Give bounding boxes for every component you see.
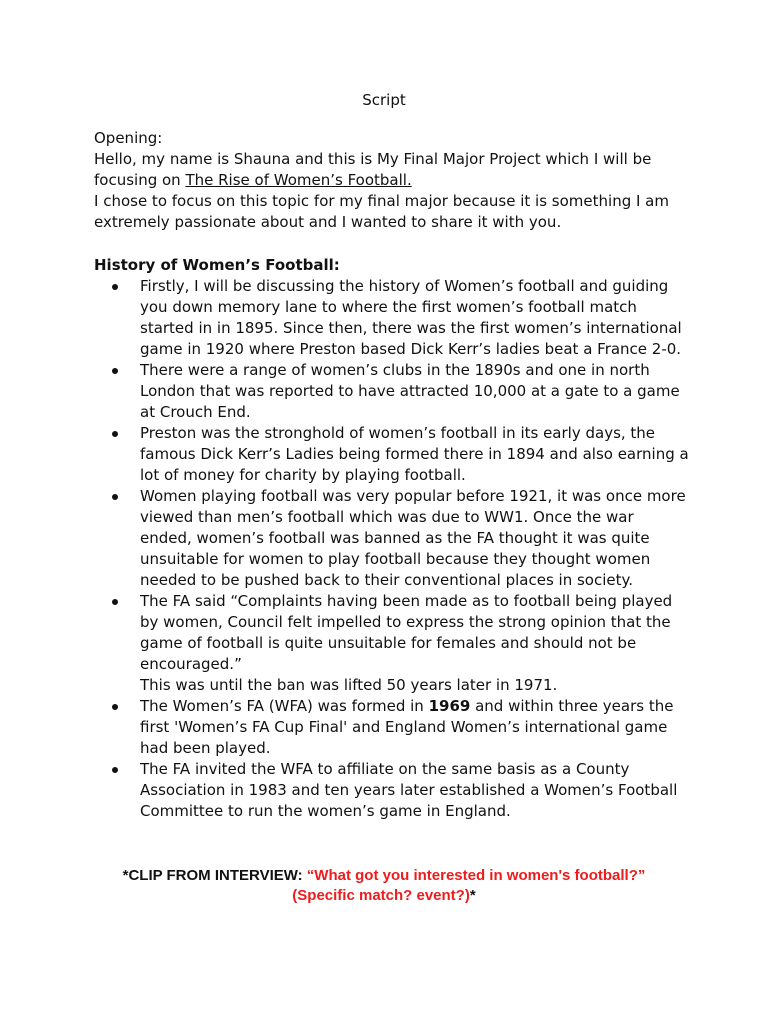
bullet-line: There were a range of women’s clubs in the 1890s and one in north	[140, 361, 650, 379]
bullet-line: Firstly, I will be discussing the history of Women’s football and guiding	[140, 277, 669, 295]
bullet-line-text: and within three years the	[470, 697, 674, 715]
bullet-icon	[112, 704, 118, 710]
bullet-line: Women playing football was very popular before 1921, it was once more	[140, 487, 686, 505]
bullet-line: Committee to run the women’s game in England.	[140, 802, 511, 820]
history-bullet-7	[94, 759, 694, 822]
history-bullet-2	[94, 360, 694, 423]
history-section	[94, 255, 694, 822]
bullet-line: viewed than men’s football which was due to WW1. Once the war	[140, 508, 634, 526]
bullet-line: The FA said “Complaints having been made as to football being played	[140, 592, 673, 610]
bullet-line: This was until the ban was lifted 50 years later in 1971.	[140, 676, 558, 694]
bullet-line: Preston was the stronghold of women’s football in its early days, the	[140, 424, 656, 442]
bullet-icon	[112, 494, 118, 500]
bold-year: 1969	[428, 697, 471, 715]
clip-suffix: *	[469, 887, 476, 904]
opening-section	[94, 128, 694, 233]
project-title-underlined: The Rise of Women’s Football.	[185, 171, 412, 189]
bullet-line: by women, Council felt impelled to express the strong opinion that the	[140, 613, 671, 631]
bullet-line	[140, 696, 694, 717]
bullet-line: unsuitable for women to play football because they thought women	[140, 550, 651, 568]
clip-question: “What got you interested in women's football?”	[306, 867, 646, 884]
history-bullet-5	[94, 591, 694, 696]
bullet-line: had been played.	[140, 739, 271, 757]
bullet-line: needed to be pushed back to their conventional places in society.	[140, 571, 633, 589]
bullet-line: Association in 1983 and ten years later established a Women’s Football	[140, 781, 678, 799]
opening-line-2-text: focusing on	[94, 171, 186, 189]
bullet-icon	[112, 368, 118, 374]
opening-line-3: I chose to focus on this topic for my final major because it is something I am	[94, 192, 669, 210]
bullet-line: started in in 1895. Since then, there was the first women’s international	[140, 319, 682, 337]
bullet-line: The FA invited the WFA to affiliate on the same basis as a County	[140, 760, 630, 778]
clip-followup: (Specific match? event?)	[292, 887, 470, 904]
bullet-line-text: The Women’s FA (WFA) was formed in	[140, 697, 429, 715]
bullet-line: famous Dick Kerr’s Ladies being formed there in 1894 and also earning a	[140, 445, 689, 463]
opening-line-4: extremely passionate about and I wanted to share it with you.	[94, 213, 562, 231]
bullet-line: encouraged.”	[140, 655, 242, 673]
opening-line-1: Hello, my name is Shauna and this is My Final Major Project which I will be	[94, 150, 652, 168]
document-title: Script	[362, 91, 406, 109]
history-bullet-list	[94, 276, 694, 822]
bullet-line: London that was reported to have attracted 10,000 at a gate to a game	[140, 382, 680, 400]
clip-line-1	[0, 866, 768, 886]
opening-heading: Opening:	[94, 129, 163, 147]
history-heading: History of Women’s Football:	[94, 256, 340, 274]
clip-prefix: *CLIP FROM INTERVIEW:	[122, 867, 307, 884]
interview-clip-note	[0, 866, 768, 906]
opening-line-2	[94, 170, 694, 191]
history-bullet-1	[94, 276, 694, 360]
bullet-icon	[112, 284, 118, 290]
history-bullet-4	[94, 486, 694, 591]
bullet-icon	[112, 767, 118, 773]
bullet-line: first 'Women’s FA Cup Final' and England Women’s international game	[140, 718, 668, 736]
bullet-line: at Crouch End.	[140, 403, 251, 421]
history-bullet-3	[94, 423, 694, 486]
history-bullet-6	[94, 696, 694, 759]
bullet-line: lot of money for charity by playing football.	[140, 466, 466, 484]
bullet-line: game of football is quite unsuitable for females and should not be	[140, 634, 637, 652]
bullet-line: game in 1920 where Preston based Dick Kerr’s ladies beat a France 2-0.	[140, 340, 682, 358]
bullet-icon	[112, 431, 118, 437]
bullet-line: ended, women’s football was banned as the FA thought it was quite	[140, 529, 650, 547]
clip-line-2	[0, 886, 768, 906]
bullet-line: you down memory lane to where the first women’s football match	[140, 298, 637, 316]
bullet-icon	[112, 599, 118, 605]
